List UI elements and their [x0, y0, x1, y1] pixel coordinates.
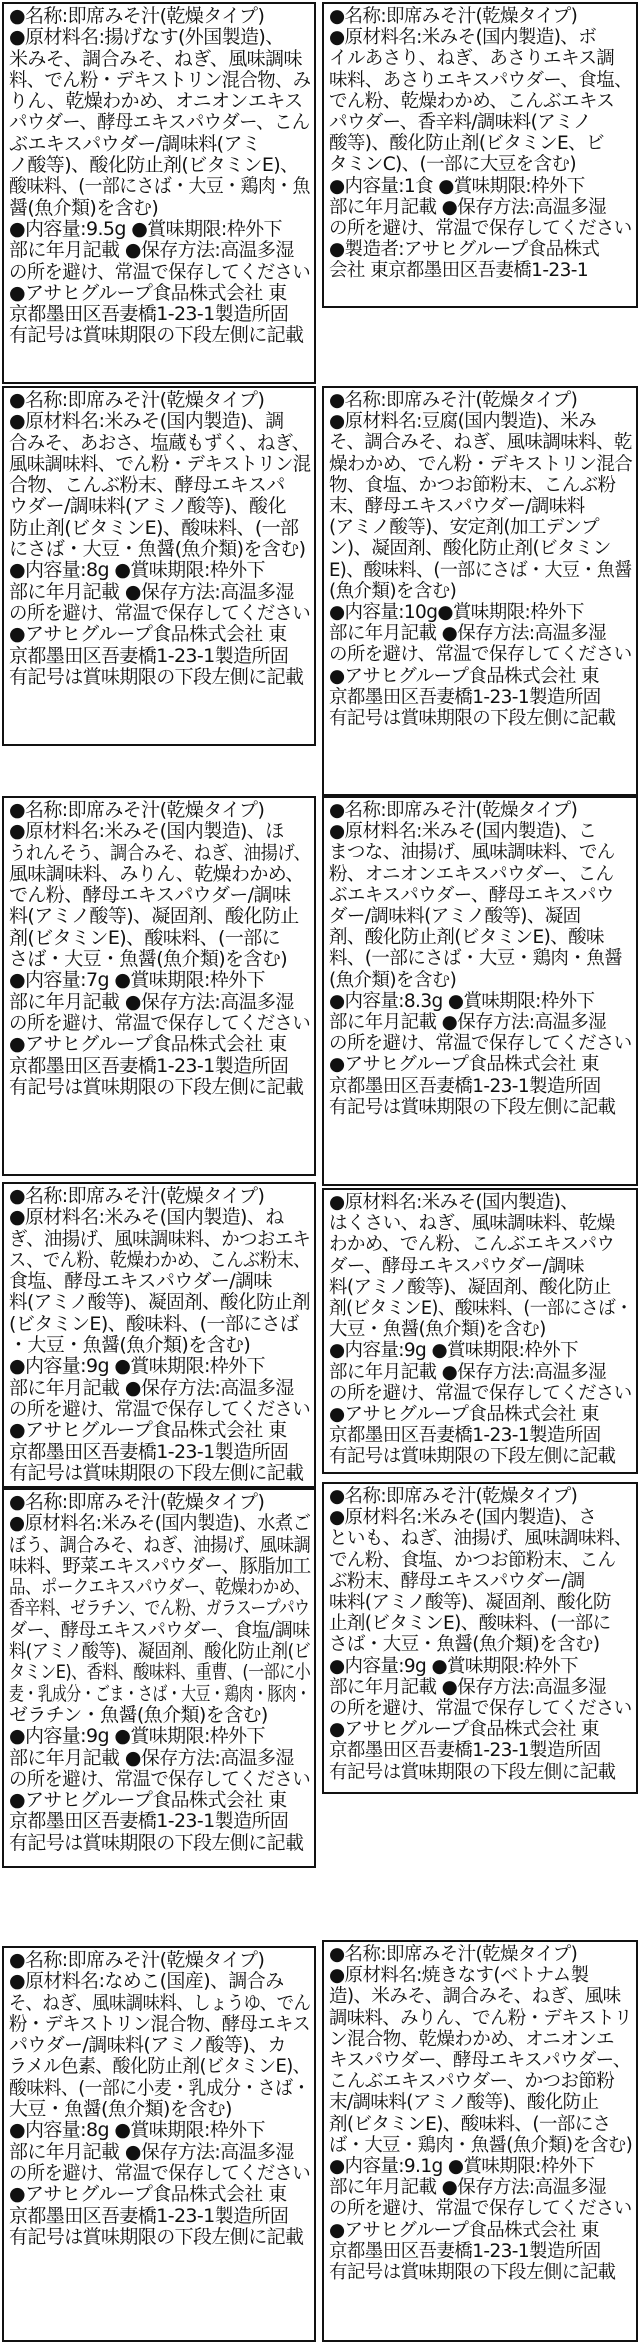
label-line: (アミノ酸等)、安定剤(加工デンプ: [329, 517, 600, 539]
label-line: ●原材料名:米みそ(国内製造)、水煮ご: [9, 1512, 311, 1535]
label-line: ぶエキスパウダー/調味料(アミ: [9, 132, 261, 155]
label-line: 麦・乳成分・ごま・さば・大豆・鶏肉・豚肉・: [9, 1682, 311, 1705]
label-line: ●原材料名:米みそ(国内製造)、ね: [9, 1206, 284, 1229]
label-line: 止剤(ビタミンE)、酸味料、(一部に: [329, 1613, 611, 1635]
label-line: 部に年月記載 ●保存方法:高温多湿: [329, 1012, 607, 1034]
label-line: の所を避け、常温で保存してください: [9, 260, 311, 283]
label-line: 味料、野菜エキスパウダー、豚脂加工: [9, 1554, 311, 1577]
label-panel-R3: [322, 796, 638, 1186]
label-line: 味料(アミノ酸等)、凝固剤、酸化防: [329, 1592, 611, 1614]
label-line: 有記号は賞味期限の下段左側に記載: [9, 1075, 304, 1098]
label-line: E)、酸味料、(一部にさば・大豆・魚醤: [329, 559, 632, 581]
label-line: ●原材料名:豆腐(国内製造)、米み: [329, 411, 597, 433]
label-line: ●名称:即席みそ汁(乾燥タイプ): [9, 1491, 265, 1513]
label-line: ●内容量:9g ●賞味期限:枠外下: [329, 1655, 578, 1677]
label-panel-L3: [2, 796, 316, 1176]
label-line: ダー/調味料(アミノ酸等)、凝固: [329, 906, 581, 928]
label-line: 料、(一部にさば・大豆・鶏肉・魚醤: [329, 948, 623, 970]
label-line: 京都墨田区吾妻橋1-23-1製造所固: [9, 644, 289, 667]
label-line: の所を避け、常温で保存してください: [9, 1011, 311, 1034]
label-panel-L6: [2, 1946, 316, 2342]
label-line: ●アサヒグループ食品株式会社 東: [329, 1404, 599, 1426]
label-line: ●名称:即席みそ汁(乾燥タイプ): [329, 1486, 578, 1507]
label-line: 剤(ビタミンE)、酸味料、(一部に: [9, 926, 281, 949]
label-line: 大豆・魚醤(魚介類)を含む): [9, 2098, 232, 2121]
label-line: ●名称:即席みそ汁(乾燥タイプ): [329, 6, 578, 27]
label-line: 風味調味料、でん粉・デキストリン混: [9, 452, 311, 475]
label-line: 京都墨田区吾妻橋1-23-1製造所固: [329, 686, 601, 708]
label-line: ぶ粉末、酵母エキスパウダー/調: [329, 1570, 585, 1592]
label-line: 燥わかめ、でん粉・デキストリン混合: [329, 453, 633, 475]
label-line: りん、乾燥わかめ、オニオンエキス: [9, 90, 303, 113]
label-line: ●アサヒグループ食品株式会社 東: [9, 2183, 287, 2206]
label-line: の所を避け、常温で保存してください: [329, 2198, 632, 2220]
label-line: ン混合物、乾燥わかめ、オニオンエ: [329, 2028, 614, 2050]
label-line: 風味調味料、みりん、乾燥わかめ、: [9, 862, 304, 885]
label-line: 京都墨田区吾妻橋1-23-1製造所固: [9, 1054, 289, 1077]
label-line: 京都墨田区吾妻橋1-23-1製造所固: [9, 1810, 289, 1833]
label-line: ぶエキスパウダー、酵母エキスパウ: [329, 884, 614, 906]
label-line: 酸等)、酸化防止剤(ビタミンE、ビ: [329, 133, 604, 155]
label-line: ●名称:即席みそ汁(乾燥タイプ): [9, 389, 265, 411]
label-line: 米みそ、調合みそ、ねぎ、風味調味: [9, 47, 302, 70]
label-panel-L1: [2, 2, 316, 384]
label-line: ●アサヒグループ食品株式会社 東: [9, 623, 287, 646]
label-line: タミンC)、(一部に大豆を含む): [329, 154, 576, 176]
label-line: 部に年月記載 ●保存方法:高温多湿: [9, 239, 294, 262]
label-line: 剤、酸化防止剤(ビタミンE)、酸味: [329, 927, 604, 949]
label-line: の所を避け、常温で保存してください: [9, 1397, 311, 1420]
label-line: ●内容量:8.3g ●賞味期限:枠外下: [329, 990, 595, 1012]
label-line: 剤(ビタミンE)、酸味料、(一部にさば・: [329, 1298, 633, 1320]
label-line: 有記号は賞味期限の下段左側に記載: [329, 1761, 616, 1783]
label-line: こんぶエキスパウダー、かつお節粉: [329, 2071, 615, 2093]
label-line: ●原材料名:なめこ(国産)、調合み: [9, 1970, 284, 1993]
label-line: 部に年月記載 ●保存方法:高温多湿: [9, 580, 294, 603]
label-line: キスパウダー、酵母エキスパウダー、: [329, 2050, 631, 2072]
label-line: パウダー、香辛料/調味料(アミノ: [329, 112, 591, 134]
label-line: 有記号は賞味期限の下段左側に記載: [9, 1461, 304, 1484]
label-line: (魚介類)を含む): [329, 969, 457, 991]
label-line: の所を避け、常温で保存してください: [9, 2161, 311, 2184]
label-line: 造)、米みそ、調合みそ、ねぎ、風味: [329, 1986, 621, 2008]
label-line: ●原材料名:焼きなす(ベトナム製: [329, 1965, 589, 1987]
label-line: 粉、オニオンエキスパウダー、こん: [329, 863, 614, 885]
label-line: 部に年月記載 ●保存方法:高温多湿: [329, 623, 607, 645]
label-line: ●原材料名:米みそ(国内製造)、こ: [329, 821, 597, 843]
label-line: 末/調味料(アミノ酸等)、酸化防止: [329, 2092, 599, 2114]
label-line: 剤(ビタミンE)、酸味料、(一部にさ: [329, 2113, 611, 2135]
label-line: ●内容量:8g ●賞味期限:枠外下: [9, 2119, 265, 2142]
label-line: ぎ、油揚げ、風味調味料、かつおエキ: [9, 1227, 311, 1250]
label-line: 食塩、酵母エキスパウダー/調味: [9, 1270, 272, 1293]
label-line: わかめ、でん粉、こんぶエキスパウ: [329, 1234, 615, 1256]
label-line: はくさい、ねぎ、風味調味料、乾燥: [329, 1213, 615, 1235]
label-line: ●名称:即席みそ汁(乾燥タイプ): [329, 1944, 578, 1965]
label-line: 料(アミノ酸等)、凝固剤、酸化防止剤: [9, 1291, 310, 1314]
label-line: 有記号は賞味期限の下段左側に記載: [329, 708, 616, 730]
label-line: ●アサヒグループ食品株式会社 東: [9, 281, 287, 304]
label-line: 有記号は賞味期限の下段左側に記載: [9, 324, 304, 347]
label-line: ●原材料名:米みそ(国内製造)、ボ: [329, 27, 597, 49]
label-line: 京都墨田区吾妻橋1-23-1製造所固: [9, 1440, 289, 1463]
label-line: ●アサヒグループ食品株式会社 東: [329, 1054, 599, 1076]
label-line: まつな、油揚げ、風味調味料、でん: [329, 842, 615, 864]
label-line: 部に年月記載 ●保存方法:高温多湿: [329, 196, 607, 218]
label-line: 有記号は賞味期限の下段左側に記載: [329, 1446, 616, 1468]
label-line: 京都墨田区吾妻橋1-23-1製造所固: [329, 1075, 601, 1097]
label-line: うれんそう、調合みそ、ねぎ、油揚げ、: [9, 841, 311, 864]
label-line: ウダー/調味料(アミノ酸等)、酸化: [9, 495, 286, 518]
label-line: 京都墨田区吾妻橋1-23-1製造所固: [329, 1425, 601, 1447]
label-line: 品、ポークエキスパウダー、乾燥わかめ、: [9, 1576, 310, 1599]
label-panel-R4: [322, 1188, 638, 1474]
label-line: の所を避け、常温で保存してください: [329, 1033, 632, 1055]
label-line: パウダー、酵母エキスパウダー、こん: [9, 111, 310, 134]
label-line: ダー、酵母エキスパウダー/調味: [329, 1255, 584, 1277]
label-line: でん粉、食塩、かつお節粉末、こん: [329, 1549, 616, 1571]
label-line: の所を避け、常温で保存してください: [9, 1767, 311, 1790]
label-line: の所を避け、常温で保存してください: [329, 218, 632, 240]
label-line: ●アサヒグループ食品株式会社 東: [329, 1719, 599, 1741]
label-line: さば・大豆・魚醤(魚介類)を含む): [329, 1634, 600, 1656]
label-line: 京都墨田区吾妻橋1-23-1製造所固: [329, 1740, 601, 1762]
label-line: 大豆・魚醤(魚介類)を含む): [329, 1319, 546, 1341]
label-line: 粉・デキストリン混合物、酵母エキス: [9, 2012, 311, 2035]
label-line: 料(アミノ酸等)、凝固剤、酸化防止: [9, 905, 299, 928]
label-panel-R1: [322, 2, 638, 308]
label-line: ●原材料名:揚げなす(外国製造)、: [9, 26, 284, 49]
label-line: 有記号は賞味期限の下段左側に記載: [329, 2262, 616, 2284]
label-line: 末、酵母エキスパウダー/調味料: [329, 496, 585, 518]
label-line: ●アサヒグループ食品株式会社 東: [9, 1033, 287, 1056]
label-line: 京都墨田区吾妻橋1-23-1製造所固: [329, 2240, 601, 2262]
label-line: 部に年月記載 ●保存方法:高温多湿: [9, 1746, 294, 1769]
label-line: 有記号は賞味期限の下段左側に記載: [9, 665, 304, 688]
label-line: ●製造者:アサヒグループ食品株式: [329, 239, 600, 261]
label-line: にさば・大豆・魚醤(魚介類)を含む): [9, 538, 306, 561]
label-panel-L2: [2, 386, 316, 746]
label-panel-R5: [322, 1482, 638, 1794]
label-line: ●内容量:9g ●賞味期限:枠外下: [9, 1725, 265, 1748]
label-line: の所を避け、常温で保存してください: [329, 1698, 632, 1720]
label-line: ●内容量:9g ●賞味期限:枠外下: [9, 1355, 265, 1378]
label-line: ●アサヒグループ食品株式会社 東: [9, 1419, 287, 1442]
label-line: 有記号は賞味期限の下段左側に記載: [9, 2225, 304, 2248]
label-line: パウダー/調味料(アミノ酸等)、カ: [9, 2034, 286, 2057]
label-line: ●名称:即席みそ汁(乾燥タイプ): [9, 1185, 265, 1207]
label-line: ●アサヒグループ食品株式会社 東: [329, 665, 599, 687]
label-line: 調味料、みりん、でん粉・デキストリ: [329, 2007, 632, 2029]
label-line: ●アサヒグループ食品株式会社 東: [9, 1789, 287, 1812]
label-line: 酸味料、(一部に小麦・乳成分・さば・: [9, 2076, 310, 2099]
label-line: ●内容量:9g ●賞味期限:枠外下: [329, 1340, 578, 1362]
label-line: そ、調合みそ、ねぎ、風味調味料、乾: [329, 432, 632, 454]
label-line: といも、ねぎ、油揚げ、風味調味料、: [329, 1528, 632, 1550]
label-line: ン)、凝固剤、酸化防止剤(ビタミン: [329, 538, 611, 560]
label-line: 料(アミノ酸等)、凝固剤、酸化防止剤(ビ: [9, 1640, 311, 1663]
label-line: (ビタミンE)、酸味料、(一部にさば: [9, 1312, 299, 1335]
label-line: の所を避け、常温で保存してください: [9, 601, 311, 624]
label-line: の所を避け、常温で保存してください: [329, 644, 632, 666]
label-line: 酸味料、(一部にさば・大豆・鶏肉・魚: [9, 175, 310, 198]
label-line: ●原材料名:米みそ(国内製造)、さ: [329, 1507, 597, 1529]
label-line: ●内容量:10g●賞味期限:枠外下: [329, 602, 584, 624]
label-line: 料(アミノ酸等)、凝固剤、酸化防止: [329, 1276, 611, 1298]
label-line: 京都墨田区吾妻橋1-23-1製造所固: [9, 2204, 289, 2227]
label-line: タミンE)、香料、酸味料、重曹、(一部に小: [9, 1661, 311, 1684]
label-line: でん粉、乾燥わかめ、こんぶエキス: [329, 90, 615, 112]
label-line: ノ酸等)、酸化防止剤(ビタミンE)、: [9, 154, 299, 177]
label-line: 部に年月記載 ●保存方法:高温多湿: [329, 1676, 607, 1698]
label-line: ス、でん粉、乾燥わかめ、こんぶ粉末、: [9, 1248, 310, 1271]
label-line: ●名称:即席みそ汁(乾燥タイプ): [9, 799, 265, 821]
label-line: ・大豆・魚醤(魚介類)を含む): [9, 1334, 251, 1357]
label-line: 合みそ、あおさ、塩蔵もずく、ねぎ、: [9, 431, 310, 454]
label-panel-R6: [322, 1940, 638, 2342]
label-line: さば・大豆・魚醤(魚介類)を含む): [9, 948, 288, 971]
label-line: の所を避け、常温で保存してください: [329, 1382, 632, 1404]
label-panel-R2: [322, 386, 638, 796]
label-line: ば・大豆・鶏肉・魚醤(魚介類)を含む): [329, 2134, 633, 2156]
label-line: ●内容量:9.5g ●賞味期限:枠外下: [9, 217, 282, 240]
label-line: 部に年月記載 ●保存方法:高温多湿: [9, 1376, 294, 1399]
label-line: ●アサヒグループ食品株式会社 東: [329, 2219, 599, 2241]
label-line: 防止剤(ビタミンE)、酸味料、(一部: [9, 516, 299, 539]
label-line: ラメル色素、酸化防止剤(ビタミンE)、: [9, 2055, 311, 2078]
label-line: 醤(魚介類)を含む): [9, 196, 159, 219]
label-line: ゼラチン・魚醤(魚介類)を含む): [9, 1703, 268, 1726]
label-line: ●名称:即席みそ汁(乾燥タイプ): [9, 1949, 265, 1971]
label-line: ●内容量:1食 ●賞味期限:枠外下: [329, 175, 585, 197]
label-line: イルあさり、ねぎ、あさりエキス調: [329, 48, 615, 70]
label-line: 合物、こんぶ粉末、酵母エキスパ: [9, 474, 285, 497]
label-line: 部に年月記載 ●保存方法:高温多湿: [9, 990, 294, 1013]
label-line: ●原材料名:米みそ(国内製造)、: [329, 1192, 579, 1213]
label-line: 物、食塩、かつお節粉末、こんぶ粉: [329, 474, 616, 496]
label-line: 有記号は賞味期限の下段左側に記載: [329, 1096, 616, 1118]
label-panel-L4: [2, 1182, 316, 1488]
label-line: ●内容量:8g ●賞味期限:枠外下: [9, 559, 265, 582]
label-line: 会社 東京都墨田区吾妻橋1-23-1: [329, 260, 589, 282]
label-line: 料、でん粉・デキストリン混合物、み: [9, 68, 311, 91]
label-panel-L5: [2, 1488, 316, 1868]
label-line: そ、ねぎ、風味調味料、しょうゆ、でん: [9, 1991, 311, 2014]
label-line: 部に年月記載 ●保存方法:高温多湿: [329, 1361, 607, 1383]
label-line: ●名称:即席みそ汁(乾燥タイプ): [9, 5, 265, 27]
label-line: ●名称:即席みそ汁(乾燥タイプ): [329, 390, 578, 411]
label-line: 部に年月記載 ●保存方法:高温多湿: [9, 2140, 294, 2163]
label-line: ぼう、調合みそ、ねぎ、油揚げ、風味調: [9, 1533, 311, 1556]
label-line: 有記号は賞味期限の下段左側に記載: [9, 1831, 304, 1854]
label-line: ●内容量:9.1g ●賞味期限:枠外下: [329, 2156, 595, 2178]
label-line: ●名称:即席みそ汁(乾燥タイプ): [329, 800, 578, 821]
label-line: ダー、酵母エキスパウダー、食塩/調味: [9, 1618, 310, 1641]
label-line: (魚介類)を含む): [329, 580, 457, 602]
label-line: ●内容量:7g ●賞味期限:枠外下: [9, 969, 265, 992]
label-line: 京都墨田区吾妻橋1-23-1製造所固: [9, 303, 289, 326]
label-line: 部に年月記載 ●保存方法:高温多湿: [329, 2177, 607, 2199]
label-line: 味料、あさりエキスパウダー、食塩、: [329, 69, 633, 91]
label-line: ●原材料名:米みそ(国内製造)、調: [9, 410, 284, 433]
label-line: 香辛料、ゼラチン、でん粉、ガラスープパウ: [9, 1597, 310, 1620]
label-line: でん粉、酵母エキスパウダー/調味: [9, 884, 291, 907]
label-line: ●原材料名:米みそ(国内製造)、ほ: [9, 820, 284, 843]
